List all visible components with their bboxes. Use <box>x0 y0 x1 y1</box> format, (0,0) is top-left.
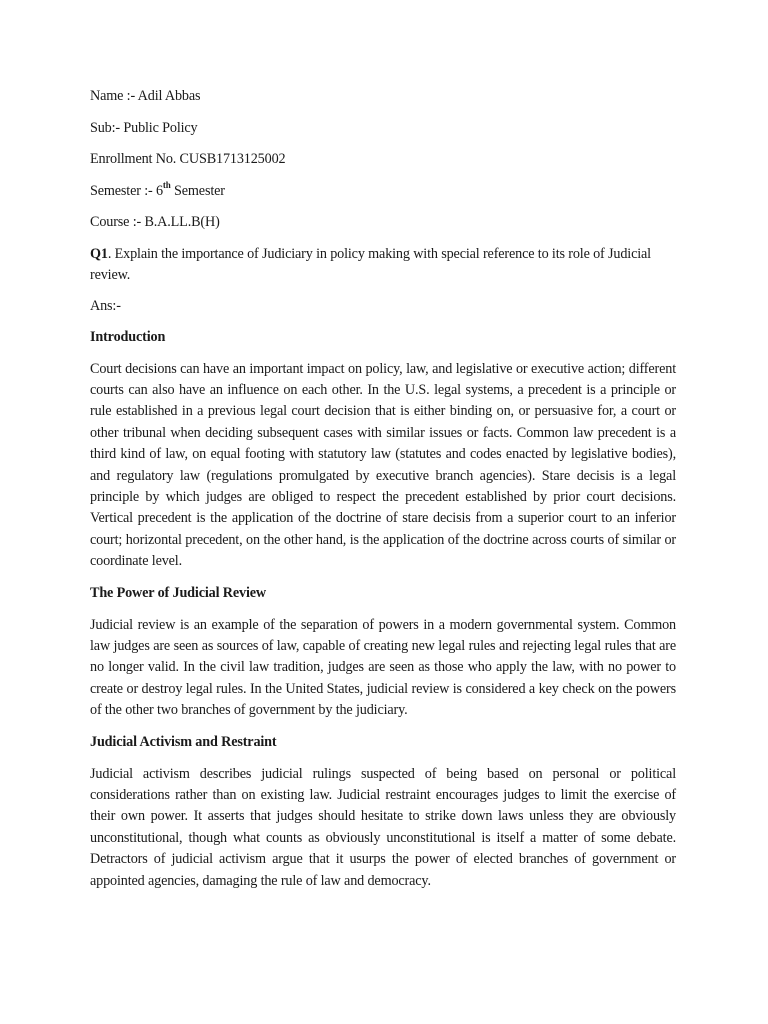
section-body-introduction: Court decisions can have an important impact on policy, law, and legislative or executive action; different courts can also have an influence on each other. In the U.S. legal systems, a precedent is a principle or rule established in a previous legal court decision that is either binding on, or persuasive for, a court or other tribunal when deciding subsequent cases with similar issues or facts. Common law precedent is a third kind of law, on equal footing with statutory law (statutes and codes enacted by legislative bodies), and regulatory law (regulations promulgated by executive branch agencies). Stare decisis is a legal principle by which judges are obliged to respect the precedent established by prior court decisions. Vertical precedent is the application of the doctrine of stare decisis from a superior court to an inferior court; horizontal precedent, on the other hand, is the application of the doctrine across courts of similar or coordinate level. <box>90 360 676 570</box>
subject-line: Sub:- Public Policy <box>90 119 198 136</box>
semester-line <box>90 181 676 202</box>
student-name: Name :- Adil Abbas <box>90 88 201 104</box>
section-heading-introduction: Introduction <box>90 329 166 345</box>
document-page <box>90 86 676 903</box>
answer-label: Ans:- <box>90 298 121 314</box>
course-line: Course :- B.A.LL.B(H) <box>90 214 220 230</box>
semester-tail: Semester <box>170 182 225 199</box>
semester-ordinal: th <box>162 179 171 190</box>
semester-prefix: Semester :- 6 <box>90 182 163 199</box>
enrollment-number: Enrollment No. CUSB1713125002 <box>90 151 286 167</box>
section-heading-judicial-review: The Power of Judicial Review <box>90 585 267 602</box>
question-label: Q1 <box>90 245 108 262</box>
question-block <box>90 244 676 286</box>
section-body-judicial-review: Judicial review is an example of the separation of powers in a modern governmental system. Common law judges are seen as sources of law, capable of creating new legal rules and rejecting legal rules that are no longer valid. In the civil law tradition, judges are seen as those who apply the law, with no power to create or destroy legal rules. In the United States, judicial review is considered a key check on the powers of the other two branches of government by the judiciary. <box>90 616 676 719</box>
question-text: . Explain the importance of Judiciary in policy making with special reference to its role of Judicial review. <box>90 245 651 283</box>
section-heading-activism-restraint: Judicial Activism and Restraint <box>90 734 277 751</box>
section-body-activism-restraint: Judicial activism describes judicial rulings suspected of being based on personal or political considerations rather than on existing law. Judicial restraint encourages judges to limit the exercise of their own power. It asserts that judges should hesitate to strike down laws unless they are obviously unconstitutional, though what counts as obviously unconstitutional is itself a matter of some debate. Detractors of judicial activism argue that it usurps the power of elected branches of government or appointed agencies, damaging the rule of law and democracy. <box>90 765 676 889</box>
